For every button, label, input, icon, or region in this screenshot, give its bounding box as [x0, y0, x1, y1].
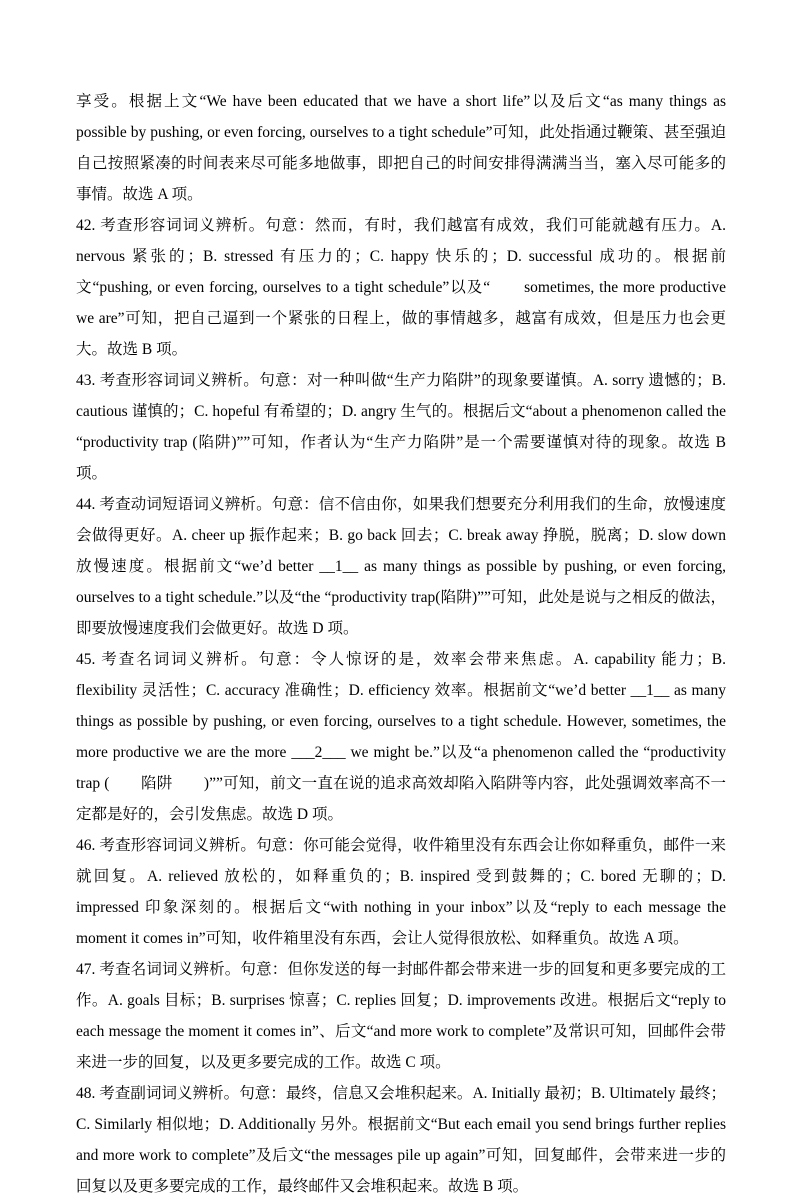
paragraph-q48: 48. 考查副词词义辨析。句意：最终，信息又会堆积起来。A. Initially 最初；B. Ultimately 最终；C. Similarly 相似地；D. Additionally 另外。根据前文“But each email you send brings further replies and more work to complete”及后文“the messages pile up again”可知，回复邮件，会带来进一步的回复以及更多要完成的工作，最终邮件又会堆积起来。故选 B 项。	[76, 1085, 726, 1195]
paragraph-q47: 47. 考查名词词义辨析。句意：但你发送的每一封邮件都会带来进一步的回复和更多要完成的工作。A. goals 目标；B. surprises 惊喜；C. replies 回复；D. improvements 改进。根据后文“reply to each message the moment it comes in”、后文“and more work to complete”及常识可知，回邮件会带来进一步的回复，以及更多要完成的工作。故选 C 项。	[76, 961, 726, 1071]
paragraph-q46: 46. 考查形容词词义辨析。句意：你可能会觉得，收件箱里没有东西会让你如释重负，邮件一来就回复。A. relieved 放松的，如释重负的；B. inspired 受到鼓舞的；C. bored 无聊的；D. impressed 印象深刻的。根据后文“with nothing in your inbox”以及“reply to each message the moment it comes in”可知，收件箱里没有东西，会让人觉得很放松、如释重负。故选 A 项。	[76, 837, 726, 947]
paragraph-q42: 42. 考查形容词词义辨析。句意：然而，有时，我们越富有成效，我们可能就越有压力。A. nervous 紧张的；B. stressed 有压力的；C. happy 快乐的；D. successful 成功的。根据前文“pushing, or even forcing, ourselves to a tight schedule”以及“ sometimes, the more productive we are”可知，把自己逼到一个紧张的日程上，做的事情越多，越富有成效，但是压力也会更大。故选 B 项。	[76, 217, 726, 358]
paragraph-q44: 44. 考查动词短语词义辨析。句意：信不信由你，如果我们想要充分利用我们的生命，放慢速度会做得更好。A. cheer up 振作起来；B. go back 回去；C. break away 挣脱，脱离；D. slow down 放慢速度。根据前文“we’d better __1__ as many things as possible by pushing, or even forcing, ourselves to a tight schedule.”以及“the “productivity trap(陷阱)””可知，此处是说与之相反的做法，即要放慢速度我们会做更好。故选 D 项。	[76, 496, 726, 637]
paragraph-q43: 43. 考查形容词词义辨析。句意：对一种叫做“生产力陷阱”的现象要谨慎。A. sorry 遗憾的；B. cautious 谨慎的；C. hopeful 有希望的；D. angry 生气的。根据后文“about a phenomenon called the “productivity trap (陷阱)””可知，作者认为“生产力陷阱”是一个需要谨慎对待的现象。故选 B 项。	[76, 372, 726, 482]
paragraph-continuation-q41: 享受。根据上文“We have been educated that we have a short life”以及后文“as many things as possible by pushing, or even forcing, ourselves to a tight schedule”可知，此处指通过鞭策、甚至强迫自己按照紧凑的时间表来尽可能多地做事，即把自己的时间安排得满满当当，塞入尽可能多的事情。故选 A 项。	[76, 93, 726, 203]
paragraph-q45: 45. 考查名词词义辨析。句意：令人惊讶的是，效率会带来焦虑。A. capability 能力；B. flexibility 灵活性；C. accuracy 准确性；D. efficiency 效率。根据前文“we’d better __1__ as many things as possible by pushing, or even forcing, ourselves to a tight schedule. However, sometimes, the more productive we are the more ___2___ we might be.”以及“a phenomenon called the “productivity trap ( 陷阱 )””可知，前文一直在说的追求高效却陷入陷阱等内容，此处强调效率高不一定都是好的，会引发焦虑。故选 D 项。	[76, 651, 726, 823]
